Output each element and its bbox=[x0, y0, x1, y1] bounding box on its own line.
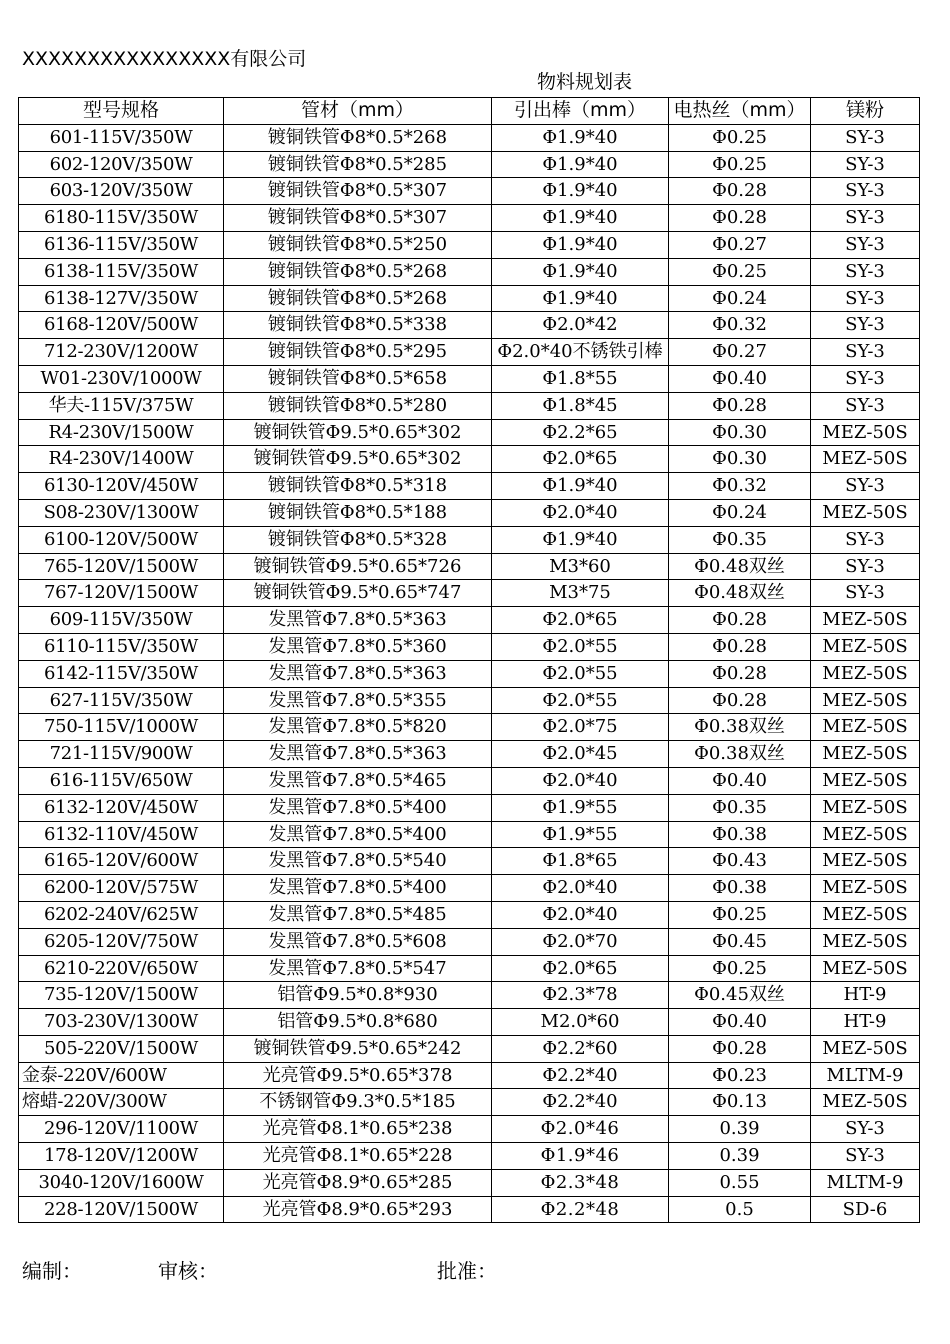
cell-lead-rod: Φ1.9*40 bbox=[492, 178, 669, 205]
cell-tube: 发黑管Φ7.8*0.5*363 bbox=[224, 607, 492, 634]
cell-tube: 镀铜铁管Φ9.5*0.65*726 bbox=[224, 553, 492, 580]
cell-model: 505-220V/1500W bbox=[19, 1035, 224, 1062]
cell-lead-rod: Φ2.0*40不锈铁引棒 bbox=[492, 339, 669, 366]
cell-lead-rod: Φ2.0*65 bbox=[492, 446, 669, 473]
cell-heating-wire: Φ0.28 bbox=[669, 607, 811, 634]
cell-model: R4-230V/1400W bbox=[19, 446, 224, 473]
cell-model: 703-230V/1300W bbox=[19, 1009, 224, 1036]
footer-reviewed-label: 审核： bbox=[158, 1259, 218, 1283]
cell-tube: 铝管Φ9.5*0.8*930 bbox=[224, 982, 492, 1009]
cell-heating-wire: Φ0.28 bbox=[669, 687, 811, 714]
cell-heating-wire: Φ0.25 bbox=[669, 955, 811, 982]
cell-heating-wire: Φ0.38双丝 bbox=[669, 741, 811, 768]
cell-model: S08-230V/1300W bbox=[19, 499, 224, 526]
cell-tube: 不锈钢管Φ9.3*0.5*185 bbox=[224, 1089, 492, 1116]
cell-model: 602-120V/350W bbox=[19, 151, 224, 178]
cell-tube: 镀铜铁管Φ8*0.5*307 bbox=[224, 178, 492, 205]
table-row bbox=[19, 339, 920, 366]
cell-magnesium-powder: MEZ-50S bbox=[811, 848, 920, 875]
cell-tube: 发黑管Φ7.8*0.5*547 bbox=[224, 955, 492, 982]
cell-lead-rod: M3*60 bbox=[492, 553, 669, 580]
cell-magnesium-powder: SD-6 bbox=[811, 1196, 920, 1223]
cell-model: 6136-115V/350W bbox=[19, 231, 224, 258]
table-row bbox=[19, 446, 920, 473]
cell-magnesium-powder: MEZ-50S bbox=[811, 419, 920, 446]
cell-heating-wire: Φ0.38 bbox=[669, 821, 811, 848]
table-row bbox=[19, 392, 920, 419]
column-header-heating-wire: 电热丝（mm） bbox=[669, 98, 811, 125]
cell-magnesium-powder: MEZ-50S bbox=[811, 928, 920, 955]
cell-lead-rod: Φ2.0*46 bbox=[492, 1116, 669, 1143]
cell-model: 6110-115V/350W bbox=[19, 633, 224, 660]
cell-tube: 镀铜铁管Φ9.5*0.65*302 bbox=[224, 419, 492, 446]
table-header-row bbox=[19, 98, 920, 125]
cell-magnesium-powder: SY-3 bbox=[811, 205, 920, 232]
cell-magnesium-powder: SY-3 bbox=[811, 553, 920, 580]
table-row bbox=[19, 1169, 920, 1196]
cell-lead-rod: Φ1.9*40 bbox=[492, 258, 669, 285]
table-row bbox=[19, 1196, 920, 1223]
table-row bbox=[19, 473, 920, 500]
cell-model: 6142-115V/350W bbox=[19, 660, 224, 687]
table-row bbox=[19, 1062, 920, 1089]
table-row bbox=[19, 553, 920, 580]
cell-lead-rod: Φ2.2*48 bbox=[492, 1196, 669, 1223]
cell-heating-wire: Φ0.24 bbox=[669, 499, 811, 526]
cell-magnesium-powder: SY-3 bbox=[811, 392, 920, 419]
cell-lead-rod: Φ2.0*70 bbox=[492, 928, 669, 955]
table-row bbox=[19, 258, 920, 285]
cell-tube: 发黑管Φ7.8*0.5*465 bbox=[224, 767, 492, 794]
cell-magnesium-powder: HT-9 bbox=[811, 982, 920, 1009]
cell-lead-rod: M3*75 bbox=[492, 580, 669, 607]
column-header-tube: 管材（mm） bbox=[224, 98, 492, 125]
cell-tube: 发黑管Φ7.8*0.5*608 bbox=[224, 928, 492, 955]
table-row bbox=[19, 821, 920, 848]
cell-model: W01-230V/1000W bbox=[19, 365, 224, 392]
cell-heating-wire: Φ0.48双丝 bbox=[669, 553, 811, 580]
cell-magnesium-powder: MEZ-50S bbox=[811, 1035, 920, 1062]
cell-tube: 发黑管Φ7.8*0.5*400 bbox=[224, 794, 492, 821]
cell-magnesium-powder: SY-3 bbox=[811, 285, 920, 312]
cell-model: 6200-120V/575W bbox=[19, 875, 224, 902]
cell-lead-rod: Φ2.0*75 bbox=[492, 714, 669, 741]
cell-lead-rod: Φ2.2*40 bbox=[492, 1062, 669, 1089]
cell-model: 华夫-115V/375W bbox=[19, 392, 224, 419]
cell-heating-wire: Φ0.40 bbox=[669, 767, 811, 794]
table-row bbox=[19, 205, 920, 232]
cell-model: 627-115V/350W bbox=[19, 687, 224, 714]
cell-magnesium-powder: SY-3 bbox=[811, 580, 920, 607]
cell-magnesium-powder: MEZ-50S bbox=[811, 741, 920, 768]
cell-model: 6138-115V/350W bbox=[19, 258, 224, 285]
cell-lead-rod: Φ1.9*55 bbox=[492, 794, 669, 821]
table-row bbox=[19, 687, 920, 714]
cell-heating-wire: Φ0.40 bbox=[669, 1009, 811, 1036]
cell-lead-rod: Φ2.0*65 bbox=[492, 955, 669, 982]
cell-heating-wire: Φ0.32 bbox=[669, 312, 811, 339]
cell-heating-wire: 0.39 bbox=[669, 1116, 811, 1143]
cell-model: 6168-120V/500W bbox=[19, 312, 224, 339]
table-row bbox=[19, 741, 920, 768]
footer-approved-label: 批准： bbox=[437, 1259, 497, 1283]
table-row bbox=[19, 955, 920, 982]
table-row bbox=[19, 660, 920, 687]
cell-tube: 镀铜铁管Φ8*0.5*268 bbox=[224, 285, 492, 312]
table-row bbox=[19, 526, 920, 553]
cell-heating-wire: Φ0.35 bbox=[669, 794, 811, 821]
table-row bbox=[19, 848, 920, 875]
cell-lead-rod: Φ1.9*40 bbox=[492, 285, 669, 312]
cell-model: 178-120V/1200W bbox=[19, 1143, 224, 1170]
cell-magnesium-powder: SY-3 bbox=[811, 231, 920, 258]
cell-model: 6138-127V/350W bbox=[19, 285, 224, 312]
cell-model: 6180-115V/350W bbox=[19, 205, 224, 232]
cell-tube: 镀铜铁管Φ8*0.5*250 bbox=[224, 231, 492, 258]
cell-magnesium-powder: MEZ-50S bbox=[811, 901, 920, 928]
table-row bbox=[19, 419, 920, 446]
cell-lead-rod: Φ2.2*40 bbox=[492, 1089, 669, 1116]
cell-magnesium-powder: SY-3 bbox=[811, 178, 920, 205]
cell-model: 765-120V/1500W bbox=[19, 553, 224, 580]
cell-heating-wire: Φ0.30 bbox=[669, 419, 811, 446]
cell-heating-wire: Φ0.32 bbox=[669, 473, 811, 500]
cell-magnesium-powder: MEZ-50S bbox=[811, 821, 920, 848]
cell-lead-rod: Φ2.0*40 bbox=[492, 875, 669, 902]
cell-tube: 光亮管Φ8.9*0.65*285 bbox=[224, 1169, 492, 1196]
cell-lead-rod: Φ2.2*65 bbox=[492, 419, 669, 446]
cell-model: R4-230V/1500W bbox=[19, 419, 224, 446]
cell-magnesium-powder: HT-9 bbox=[811, 1009, 920, 1036]
cell-magnesium-powder: MEZ-50S bbox=[811, 794, 920, 821]
cell-heating-wire: Φ0.25 bbox=[669, 258, 811, 285]
cell-model: 6205-120V/750W bbox=[19, 928, 224, 955]
cell-tube: 镀铜铁管Φ8*0.5*307 bbox=[224, 205, 492, 232]
table-row bbox=[19, 285, 920, 312]
column-header-lead-rod: 引出棒（mm） bbox=[492, 98, 669, 125]
table-row bbox=[19, 714, 920, 741]
cell-tube: 镀铜铁管Φ8*0.5*338 bbox=[224, 312, 492, 339]
cell-heating-wire: 0.5 bbox=[669, 1196, 811, 1223]
cell-lead-rod: Φ1.9*40 bbox=[492, 124, 669, 151]
cell-tube: 镀铜铁管Φ8*0.5*658 bbox=[224, 365, 492, 392]
cell-model: 6132-120V/450W bbox=[19, 794, 224, 821]
cell-tube: 发黑管Φ7.8*0.5*400 bbox=[224, 875, 492, 902]
cell-model: 金泰-220V/600W bbox=[19, 1062, 224, 1089]
cell-model: 6202-240V/625W bbox=[19, 901, 224, 928]
material-plan-table bbox=[18, 97, 920, 1223]
cell-tube: 镀铜铁管Φ8*0.5*268 bbox=[224, 124, 492, 151]
cell-heating-wire: 0.39 bbox=[669, 1143, 811, 1170]
cell-lead-rod: Φ2.2*60 bbox=[492, 1035, 669, 1062]
cell-heating-wire: Φ0.23 bbox=[669, 1062, 811, 1089]
cell-heating-wire: Φ0.13 bbox=[669, 1089, 811, 1116]
cell-heating-wire: Φ0.45双丝 bbox=[669, 982, 811, 1009]
cell-magnesium-powder: MEZ-50S bbox=[811, 1089, 920, 1116]
table-row bbox=[19, 982, 920, 1009]
table-row bbox=[19, 607, 920, 634]
cell-model: 616-115V/650W bbox=[19, 767, 224, 794]
cell-tube: 光亮管Φ8.1*0.65*228 bbox=[224, 1143, 492, 1170]
cell-magnesium-powder: SY-3 bbox=[811, 365, 920, 392]
cell-model: 767-120V/1500W bbox=[19, 580, 224, 607]
cell-lead-rod: Φ2.0*65 bbox=[492, 607, 669, 634]
cell-lead-rod: Φ1.9*40 bbox=[492, 231, 669, 258]
cell-lead-rod: Φ2.0*40 bbox=[492, 499, 669, 526]
table-row bbox=[19, 1089, 920, 1116]
cell-lead-rod: Φ1.8*65 bbox=[492, 848, 669, 875]
cell-magnesium-powder: SY-3 bbox=[811, 151, 920, 178]
cell-tube: 镀铜铁管Φ9.5*0.65*242 bbox=[224, 1035, 492, 1062]
cell-magnesium-powder: SY-3 bbox=[811, 339, 920, 366]
cell-magnesium-powder: SY-3 bbox=[811, 124, 920, 151]
cell-tube: 发黑管Φ7.8*0.5*540 bbox=[224, 848, 492, 875]
cell-tube: 镀铜铁管Φ8*0.5*268 bbox=[224, 258, 492, 285]
cell-tube: 发黑管Φ7.8*0.5*360 bbox=[224, 633, 492, 660]
document-title: 物料规划表 bbox=[537, 71, 633, 93]
cell-lead-rod: M2.0*60 bbox=[492, 1009, 669, 1036]
cell-magnesium-powder: MLTM-9 bbox=[811, 1062, 920, 1089]
table-row bbox=[19, 1143, 920, 1170]
table-row bbox=[19, 633, 920, 660]
table-row bbox=[19, 794, 920, 821]
cell-heating-wire: Φ0.48双丝 bbox=[669, 580, 811, 607]
cell-heating-wire: Φ0.28 bbox=[669, 633, 811, 660]
cell-heating-wire: 0.55 bbox=[669, 1169, 811, 1196]
cell-heating-wire: Φ0.25 bbox=[669, 151, 811, 178]
cell-magnesium-powder: MEZ-50S bbox=[811, 955, 920, 982]
cell-magnesium-powder: MEZ-50S bbox=[811, 607, 920, 634]
cell-magnesium-powder: SY-3 bbox=[811, 258, 920, 285]
table-row bbox=[19, 1035, 920, 1062]
cell-model: 228-120V/1500W bbox=[19, 1196, 224, 1223]
cell-magnesium-powder: SY-3 bbox=[811, 473, 920, 500]
cell-lead-rod: Φ1.9*40 bbox=[492, 526, 669, 553]
cell-magnesium-powder: MEZ-50S bbox=[811, 875, 920, 902]
cell-magnesium-powder: MEZ-50S bbox=[811, 767, 920, 794]
cell-tube: 镀铜铁管Φ8*0.5*280 bbox=[224, 392, 492, 419]
cell-lead-rod: Φ1.8*55 bbox=[492, 365, 669, 392]
cell-lead-rod: Φ1.8*45 bbox=[492, 392, 669, 419]
cell-magnesium-powder: MEZ-50S bbox=[811, 446, 920, 473]
cell-model: 603-120V/350W bbox=[19, 178, 224, 205]
cell-heating-wire: Φ0.38 bbox=[669, 875, 811, 902]
cell-lead-rod: Φ1.9*40 bbox=[492, 205, 669, 232]
cell-tube: 光亮管Φ9.5*0.65*378 bbox=[224, 1062, 492, 1089]
cell-heating-wire: Φ0.28 bbox=[669, 205, 811, 232]
cell-lead-rod: Φ1.9*55 bbox=[492, 821, 669, 848]
cell-tube: 发黑管Φ7.8*0.5*400 bbox=[224, 821, 492, 848]
cell-magnesium-powder: MEZ-50S bbox=[811, 499, 920, 526]
cell-heating-wire: Φ0.27 bbox=[669, 231, 811, 258]
cell-magnesium-powder: SY-3 bbox=[811, 1116, 920, 1143]
cell-lead-rod: Φ2.3*48 bbox=[492, 1169, 669, 1196]
table-row bbox=[19, 928, 920, 955]
cell-tube: 镀铜铁管Φ9.5*0.65*302 bbox=[224, 446, 492, 473]
cell-lead-rod: Φ1.9*40 bbox=[492, 151, 669, 178]
company-name: XXXXXXXXXXXXXXXX有限公司 bbox=[22, 48, 307, 70]
table-row bbox=[19, 875, 920, 902]
cell-magnesium-powder: MEZ-50S bbox=[811, 714, 920, 741]
cell-tube: 发黑管Φ7.8*0.5*355 bbox=[224, 687, 492, 714]
cell-model: 601-115V/350W bbox=[19, 124, 224, 151]
cell-lead-rod: Φ2.0*55 bbox=[492, 660, 669, 687]
cell-lead-rod: Φ2.0*55 bbox=[492, 633, 669, 660]
table-row bbox=[19, 151, 920, 178]
cell-magnesium-powder: SY-3 bbox=[811, 1143, 920, 1170]
cell-lead-rod: Φ2.0*55 bbox=[492, 687, 669, 714]
cell-magnesium-powder: MEZ-50S bbox=[811, 687, 920, 714]
table-row bbox=[19, 1116, 920, 1143]
table-row bbox=[19, 499, 920, 526]
cell-tube: 镀铜铁管Φ8*0.5*285 bbox=[224, 151, 492, 178]
footer-prepared-label: 编制： bbox=[22, 1259, 82, 1283]
cell-model: 721-115V/900W bbox=[19, 741, 224, 768]
cell-heating-wire: Φ0.28 bbox=[669, 392, 811, 419]
cell-tube: 镀铜铁管Φ8*0.5*318 bbox=[224, 473, 492, 500]
cell-heating-wire: Φ0.25 bbox=[669, 901, 811, 928]
cell-magnesium-powder: SY-3 bbox=[811, 526, 920, 553]
cell-tube: 镀铜铁管Φ8*0.5*328 bbox=[224, 526, 492, 553]
cell-model: 6130-120V/450W bbox=[19, 473, 224, 500]
cell-heating-wire: Φ0.27 bbox=[669, 339, 811, 366]
table-row bbox=[19, 1009, 920, 1036]
column-header-magnesium-powder: 镁粉 bbox=[811, 98, 920, 125]
cell-tube: 铝管Φ9.5*0.8*680 bbox=[224, 1009, 492, 1036]
cell-tube: 发黑管Φ7.8*0.5*485 bbox=[224, 901, 492, 928]
cell-tube: 发黑管Φ7.8*0.5*820 bbox=[224, 714, 492, 741]
cell-tube: 光亮管Φ8.9*0.65*293 bbox=[224, 1196, 492, 1223]
cell-heating-wire: Φ0.28 bbox=[669, 178, 811, 205]
cell-tube: 镀铜铁管Φ8*0.5*295 bbox=[224, 339, 492, 366]
cell-magnesium-powder: MEZ-50S bbox=[811, 633, 920, 660]
table-row bbox=[19, 178, 920, 205]
cell-model: 6100-120V/500W bbox=[19, 526, 224, 553]
cell-heating-wire: Φ0.24 bbox=[669, 285, 811, 312]
cell-lead-rod: Φ1.9*40 bbox=[492, 473, 669, 500]
table-row bbox=[19, 124, 920, 151]
cell-model: 6165-120V/600W bbox=[19, 848, 224, 875]
cell-model: 6132-110V/450W bbox=[19, 821, 224, 848]
cell-tube: 发黑管Φ7.8*0.5*363 bbox=[224, 741, 492, 768]
cell-tube: 镀铜铁管Φ8*0.5*188 bbox=[224, 499, 492, 526]
table-row bbox=[19, 365, 920, 392]
cell-heating-wire: Φ0.40 bbox=[669, 365, 811, 392]
cell-lead-rod: Φ2.0*40 bbox=[492, 767, 669, 794]
cell-lead-rod: Φ2.0*42 bbox=[492, 312, 669, 339]
column-header-model: 型号规格 bbox=[19, 98, 224, 125]
cell-model: 熔蜡-220V/300W bbox=[19, 1089, 224, 1116]
cell-tube: 光亮管Φ8.1*0.65*238 bbox=[224, 1116, 492, 1143]
table-body bbox=[19, 124, 920, 1223]
cell-model: 3040-120V/1600W bbox=[19, 1169, 224, 1196]
table-row bbox=[19, 312, 920, 339]
cell-magnesium-powder: MEZ-50S bbox=[811, 660, 920, 687]
table-row bbox=[19, 231, 920, 258]
cell-lead-rod: Φ1.9*46 bbox=[492, 1143, 669, 1170]
cell-heating-wire: Φ0.28 bbox=[669, 1035, 811, 1062]
cell-tube: 发黑管Φ7.8*0.5*363 bbox=[224, 660, 492, 687]
cell-lead-rod: Φ2.0*40 bbox=[492, 901, 669, 928]
cell-tube: 镀铜铁管Φ9.5*0.65*747 bbox=[224, 580, 492, 607]
cell-heating-wire: Φ0.35 bbox=[669, 526, 811, 553]
cell-lead-rod: Φ2.0*45 bbox=[492, 741, 669, 768]
cell-heating-wire: Φ0.25 bbox=[669, 124, 811, 151]
table-row bbox=[19, 580, 920, 607]
cell-heating-wire: Φ0.38双丝 bbox=[669, 714, 811, 741]
cell-heating-wire: Φ0.28 bbox=[669, 660, 811, 687]
cell-model: 609-115V/350W bbox=[19, 607, 224, 634]
cell-heating-wire: Φ0.43 bbox=[669, 848, 811, 875]
cell-model: 735-120V/1500W bbox=[19, 982, 224, 1009]
table-row bbox=[19, 901, 920, 928]
cell-model: 296-120V/1100W bbox=[19, 1116, 224, 1143]
cell-model: 6210-220V/650W bbox=[19, 955, 224, 982]
cell-magnesium-powder: MLTM-9 bbox=[811, 1169, 920, 1196]
cell-model: 712-230V/1200W bbox=[19, 339, 224, 366]
cell-model: 750-115V/1000W bbox=[19, 714, 224, 741]
cell-heating-wire: Φ0.45 bbox=[669, 928, 811, 955]
cell-magnesium-powder: SY-3 bbox=[811, 312, 920, 339]
cell-lead-rod: Φ2.3*78 bbox=[492, 982, 669, 1009]
table-row bbox=[19, 767, 920, 794]
cell-heating-wire: Φ0.30 bbox=[669, 446, 811, 473]
